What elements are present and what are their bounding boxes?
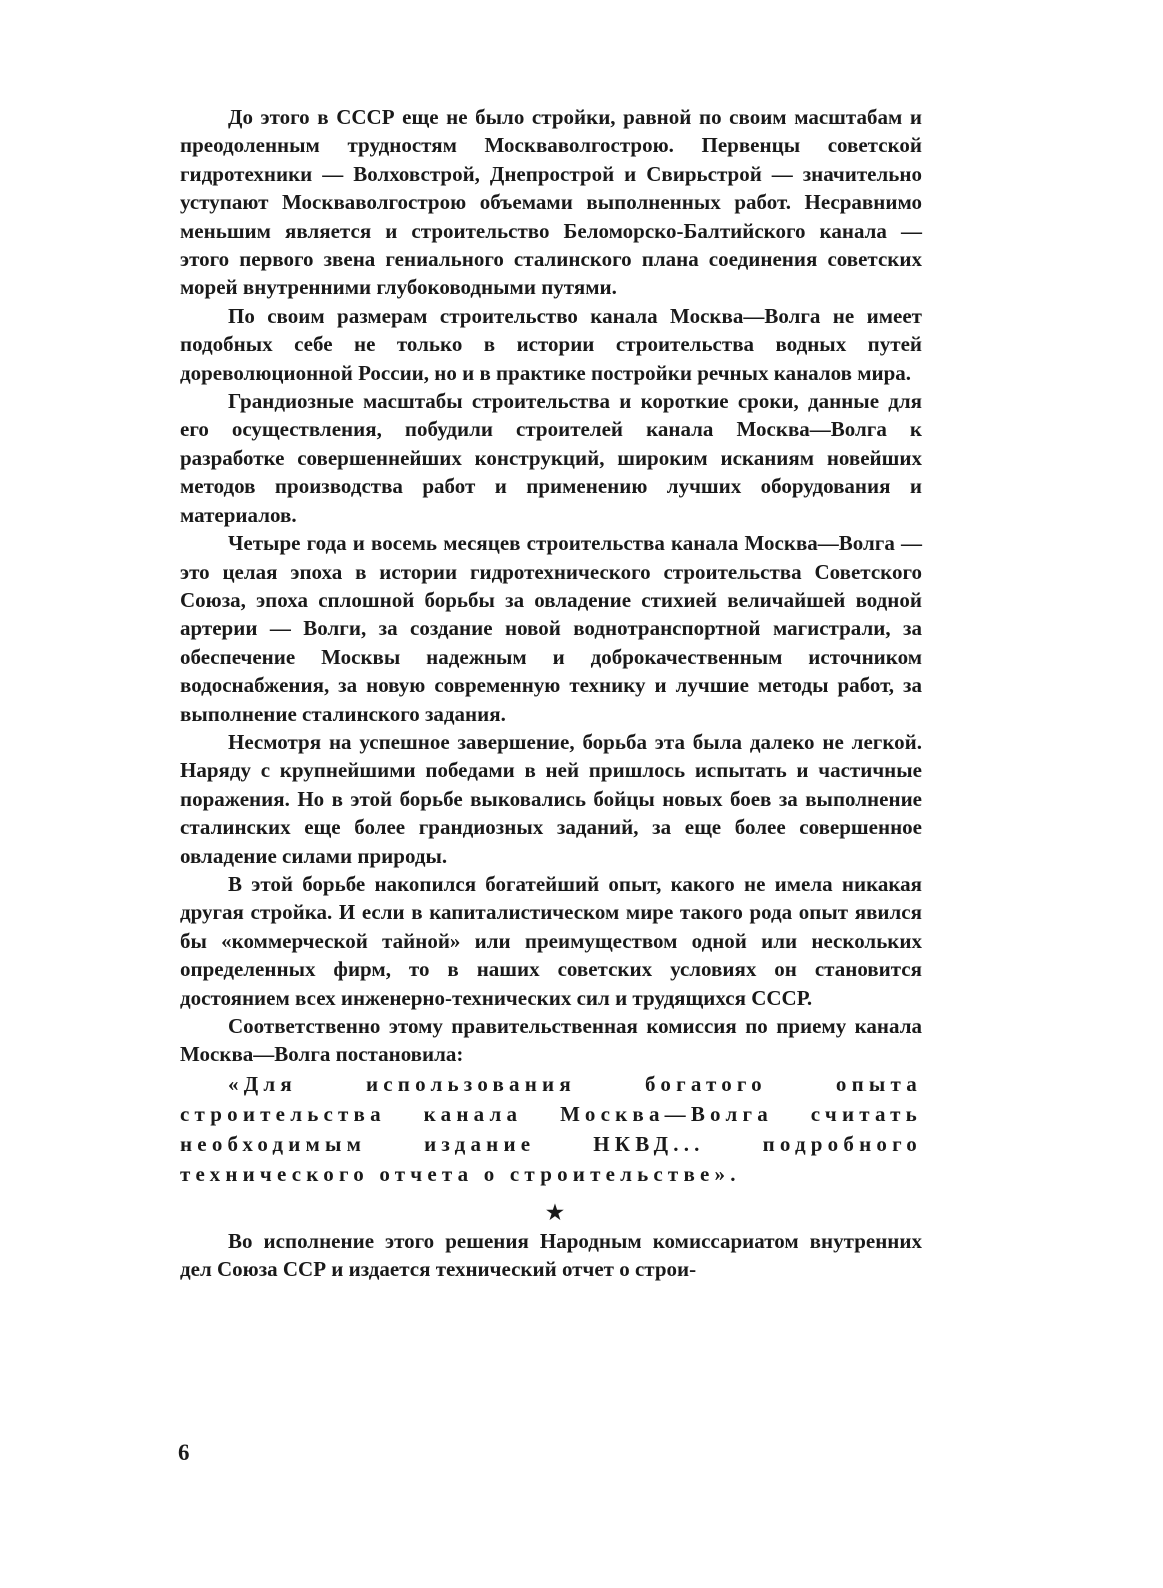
paragraph: До этого в СССР еще не было стройки, равной по своим масштабам и преодоленным трудностям Москваволгострою. Первенцы советской гидротехники — Волховстрой, Днепрострой и Свирьстрой — значительно уступают Москваволгострою объемами выполненных работ. Несравнимо меньшим является и строительство Беломорско-Балтийского канала — этого первого звена гениального сталинского плана соединения советских морей внутренними глубоководными путями. xyxy=(180,105,922,300)
paragraph: В этой борьбе накопился богатейший опыт, какого не имела никакая другая стройка. И если в капиталистическом мире такого рода опыт явился бы «коммерческой тайной» или преимуществом одной или нескольких определенных фирм, то в наших советских условиях он становится достоянием всех инженерно-технических сил и трудящихся СССР. xyxy=(180,871,922,1010)
paragraph: По своим размерам строительство канала Москва—Волга не имеет подобных себе не только в истории строительства водных путей дореволюционной России, но и в практике постройки речных каналов мира. xyxy=(180,303,922,385)
paragraph: Несмотря на успешное завершение, борьба эта была далеко не легкой. Наряду с крупнейшими победами в ней пришлось испытать и частичные поражения. Но в этой борьбе выковались бойцы новых боев за выполнение сталинских еще более грандиозных заданий, за еще более совершенное овладение силами природы. xyxy=(180,729,922,868)
paragraph: Соответственно этому правительственная комиссия по приему канала Москва—Волга постановила: xyxy=(180,1014,922,1067)
star-separator: ★ xyxy=(546,1201,564,1224)
commission-quote: «Для использования богатого опыта строительства канала Москва—Волга считать необходимым издание НКВД... подробного технического отчета о строительстве». xyxy=(180,1071,922,1186)
paragraph: Грандиозные масштабы строительства и короткие сроки, данные для его осуществления, побудили строителей канала Москва—Волга к разработке совершеннейших конструкций, широким исканиям новейших методов производства работ и применению лучших оборудования и материалов. xyxy=(180,389,922,527)
page-number: 6 xyxy=(178,1440,190,1465)
body-text xyxy=(180,103,922,1284)
paragraph-final: Во исполнение этого решения Народным комиссариатом внутренних дел Союза ССР и издается технический отчет о строи- xyxy=(180,1228,922,1282)
paragraph: Четыре года и восемь месяцев строительства канала Москва—Волга — это целая эпоха в истории гидротехнического строительства Советского Союза, эпоха сплошной борьбы за овладение стихией величайшей водной артерии — Волги, за создание новой воднотранспортной магистрали, за обеспечение Москвы надежным и доброкачественным источником водоснабжения, за новую современную технику и лучшие методы работ, за выполнение сталинского задания. xyxy=(180,531,922,726)
